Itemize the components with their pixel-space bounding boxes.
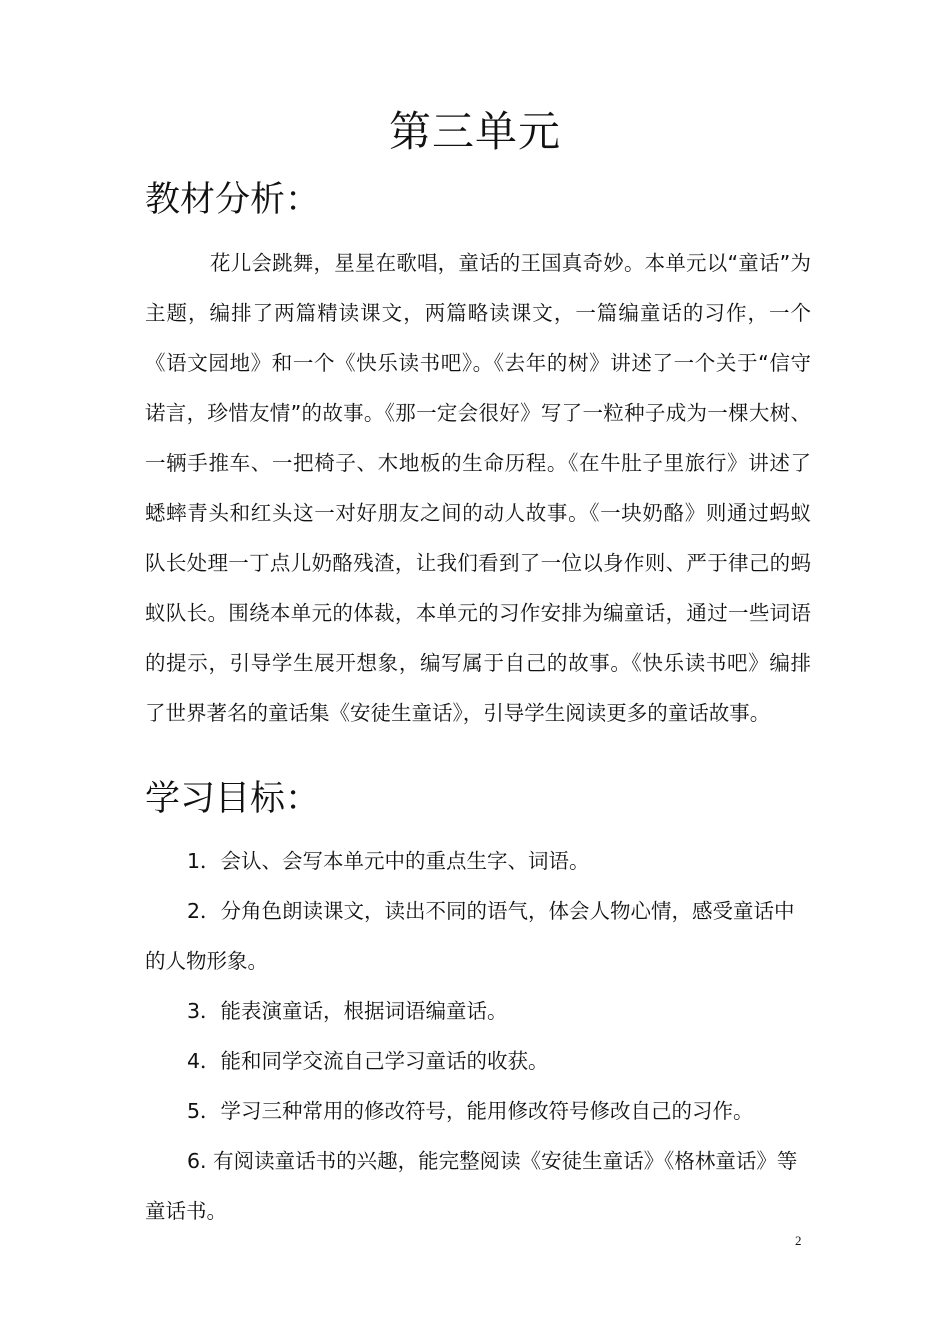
goal-number: 6. [187,1149,214,1173]
goal-item [145,886,811,986]
goal-text: 会认、会写本单元中的重点生字、词语。 [220,849,590,873]
goal-text: 分角色朗读课文，读出不同的语气，体会人物心情，感受童话中的人物形象。 [145,899,795,973]
goal-item [145,986,811,1036]
goal-item [145,836,811,886]
goal-text: 学习三种常用的修改符号，能用修改符号修改自己的习作。 [220,1099,754,1123]
analysis-paragraph: 花儿会跳舞，星星在歌唱，童话的王国真奇妙。本单元以“童话”为主题，编排了两篇精读课文，两篇略读课文，一篇编童话的习作，一个《语文园地》和一个《快乐读书吧》。《去年的树》讲述了一个关于“信守诺言，珍惜友情”的故事。《那一定会很好》写了一粒种子成为一棵大树、一辆手推车、一把椅子、木地板的生命历程。《在牛肚子里旅行》讲述了蟋蟀青头和红头这一对好朋友之间的动人故事。《一块奶酪》则通过蚂蚁队长处理一丁点儿奶酪残渣，让我们看到了一位以身作则、严于律己的蚂蚁队长。围绕本单元的体裁，本单元的习作安排为编童话，通过一些词语的提示，引导学生展开想象，编写属于自己的故事。《快乐读书吧》编排了世界著名的童话集《安徒生童话》，引导学生阅读更多的童话故事。 [145,251,811,725]
section-heading-analysis: 教材分析： [145,180,321,220]
goal-item [145,1036,811,1086]
page-number: 2 [795,1233,802,1248]
goal-item [145,1136,811,1236]
goals-list [145,836,811,1236]
section-heading-goals: 学习目标： [145,779,321,819]
goal-number: 2． [187,899,221,923]
goal-text: 能表演童话，根据词语编童话。 [220,999,508,1023]
goal-number: 5． [187,1099,221,1123]
page-title: 第三单元 [388,107,561,156]
goal-text: 能和同学交流自己学习童话的收获。 [220,1049,549,1073]
goal-number: 4． [187,1049,221,1073]
goal-item [145,1086,811,1136]
goal-number: 3． [187,999,221,1023]
goal-text: 有阅读童话书的兴趣，能完整阅读《安徒生童话》《格林童话》等童话书。 [145,1149,798,1223]
goal-number: 1． [187,849,221,873]
